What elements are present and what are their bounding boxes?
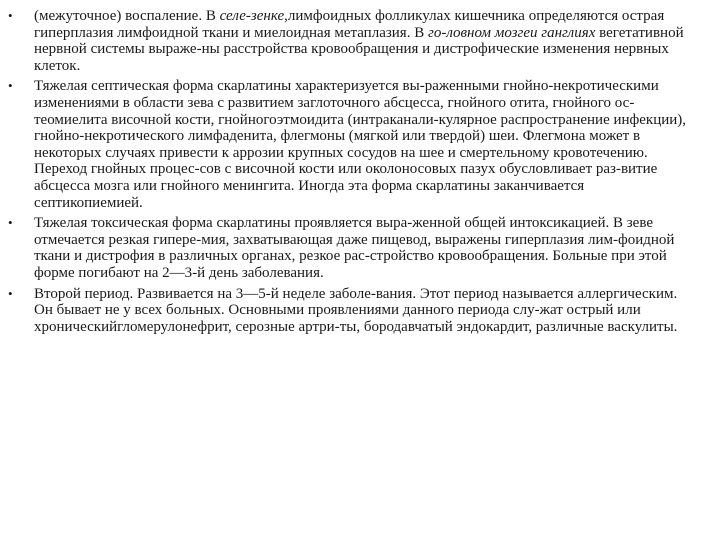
- bullet-icon: •: [8, 285, 13, 301]
- text-segment: Тяжелая токсическая форма скарлатины проявляется выра-женной общей интоксикацией. В зеве отмечается резкая гипере-мия, захватывающая даже пищевод, выражены гиперплазия лим-фоидной ткани и дистрофия в различных органах, резкое рас-стройство кровообращения. Больные при этой форме погибают на 2—3-й день заболевания.: [34, 215, 675, 281]
- list-item: [8, 215, 692, 281]
- text-segment: Второй период. Развивается на 3—5-й неделе заболе-вания. Этот период называется аллергическим. Он бывает не у всех больных. Основными проявлениями данного периода слу-жат острый или хроническийгломерулонефрит, серозные артри-ты, бородавчатый эндокардит, различные васкулиты.: [34, 285, 678, 335]
- text-segment: ,лимфоидных фолликулах кишечника определяются острая гиперплазия лимфоидной ткани и миелоидная метаплазия. В: [34, 8, 665, 41]
- bullet-icon: •: [8, 78, 13, 94]
- text-segment: Тяжелая септическая форма скарлатины характеризуется вы-раженными гнойно-некротическими изменениями в области зева с развитием заглоточного абсцесса, гнойного отита, гнойного ос-теомиелита височной кости, гнойногоэтмоидита (интраканали-кулярное распространение инфекции), гнойно-некротического лимфаденита, флегмоны (мягкой или твердой) шеи. Флегмона может в некоторых случаях привести к аррозии крупных сосудов на шее и смертельному кровотечению. Переход гнойных процес-сов с височной кости или околоносовых пазух обусловливает раз-витие абсцесса мозга или гнойного менингита. Иногда эта форма скарлатины заканчивается септикопиемией.: [34, 78, 687, 211]
- bullet-list: [8, 8, 692, 335]
- list-item: [8, 286, 692, 336]
- italic-term: селе-зенке: [219, 8, 285, 24]
- text-segment: (межуточное) воспаление. В: [34, 8, 220, 24]
- bullet-icon: •: [8, 8, 13, 23]
- bullet-icon: •: [8, 215, 13, 231]
- list-item: [8, 8, 692, 74]
- paragraph-text: [34, 215, 674, 281]
- paragraph-text: [34, 8, 684, 74]
- paragraph-text: [34, 78, 686, 210]
- text-segment: вегетативной нервной системы выраже-ны расстройства кровообращения и дистрофические изменения нервных клеток.: [34, 24, 684, 74]
- paragraph-text: [34, 286, 677, 335]
- italic-term: го-ловном мозгеи ганглиях: [427, 24, 596, 41]
- list-item: [8, 78, 692, 211]
